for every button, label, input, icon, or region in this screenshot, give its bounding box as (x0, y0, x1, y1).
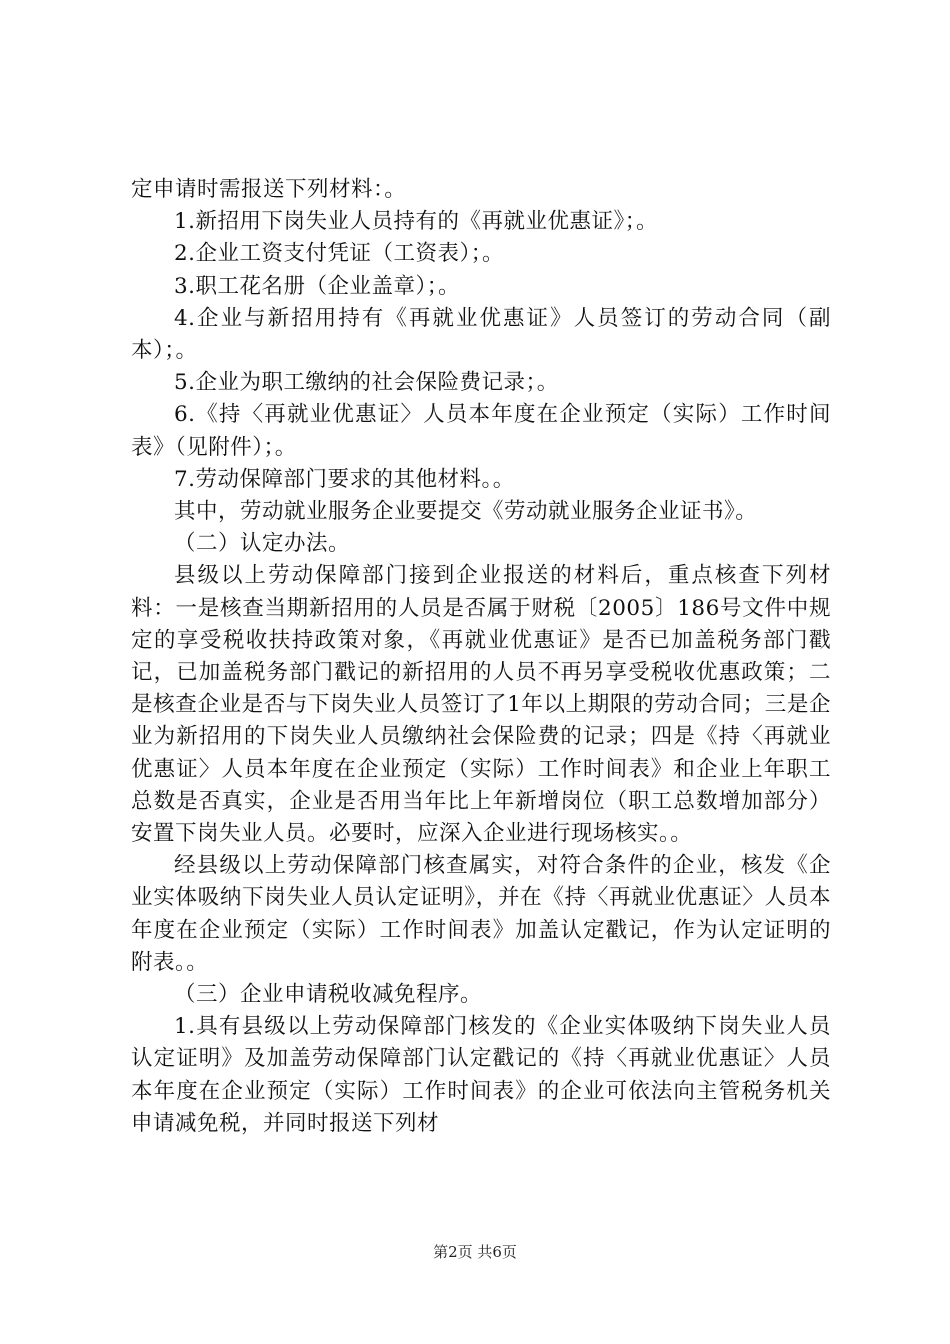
page-footer: 第2页 共6页 (433, 1243, 517, 1261)
paragraph-materials-intro: 定申请时需报送下列材料：。 (131, 177, 407, 202)
section-heading-3: （三）企业申请税收减免程序。 (174, 982, 483, 1008)
paragraph-labor-service: 其中，劳动就业服务企业要提交《劳动就业服务企业证书》。 (174, 499, 758, 525)
list-item-5: 5.企业为职工缴纳的社会保险费记录；。 (174, 370, 559, 396)
document-body (131, 174, 831, 1140)
list-item-1: 1.新招用下岗失业人员持有的《再就业优惠证》；。 (174, 209, 659, 235)
list-item-3: 3.职工花名册（企业盖章）；。 (174, 273, 461, 299)
paragraph-certification: 经县级以上劳动保障部门核查属实，对符合条件的企业，核发《企业实体吸纳下岗失业人员认定证明》，并在《持〈再就业优惠证〉人员本年度在企业预定（实际）工作时间表》加盖认定戳记，作为认定证明的附表。。 (131, 853, 831, 975)
list-item-2: 2.企业工资支付凭证（工资表）；。 (174, 241, 505, 267)
list-item-4: 4.企业与新招用持有《再就业优惠证》人员签订的劳动合同（副本）；。 (131, 305, 831, 364)
paragraph-tax-application: 1.具有县级以上劳动保障部门核发的《企业实体吸纳下岗失业人员认定证明》及加盖劳动保障部门认定戳记的《持〈再就业优惠证〉人员本年度在企业预定（实际）工作时间表》的企业可依法向主管税务机关申请减免税，并同时报送下列材 (131, 1014, 831, 1136)
list-item-7: 7.劳动保障部门要求的其他材料。。 (174, 466, 515, 492)
list-item-6: 6.《持〈再就业优惠证〉人员本年度在企业预定（实际）工作时间表》（见附件）；。 (131, 402, 831, 460)
paragraph-verification: 县级以上劳动保障部门接到企业报送的材料后，重点核查下列材料：一是核查当期新招用的人员是否属于财税〔2005〕186号文件中规定的享受税收扶持政策对象，《再就业优惠证》是否已加盖税务部门戳记，已加盖税务部门戳记的新招用的人员不再另享受税收优惠政策；二是核查企业是否与下岗失业人员签订了1年以上期限的劳动合同；三是企业为新招用的下岗失业人员缴纳社会保险费的记录；四是《持〈再就业优惠证〉人员本年度在企业预定（实际）工作时间表》和企业上年职工总数是否真实，企业是否用当年比上年新增岗位（职工总数增加部分）安置下岗失业人员。必要时，应深入企业进行现场核实。。 (131, 563, 831, 847)
section-heading-2: （二）认定办法。 (174, 531, 351, 557)
